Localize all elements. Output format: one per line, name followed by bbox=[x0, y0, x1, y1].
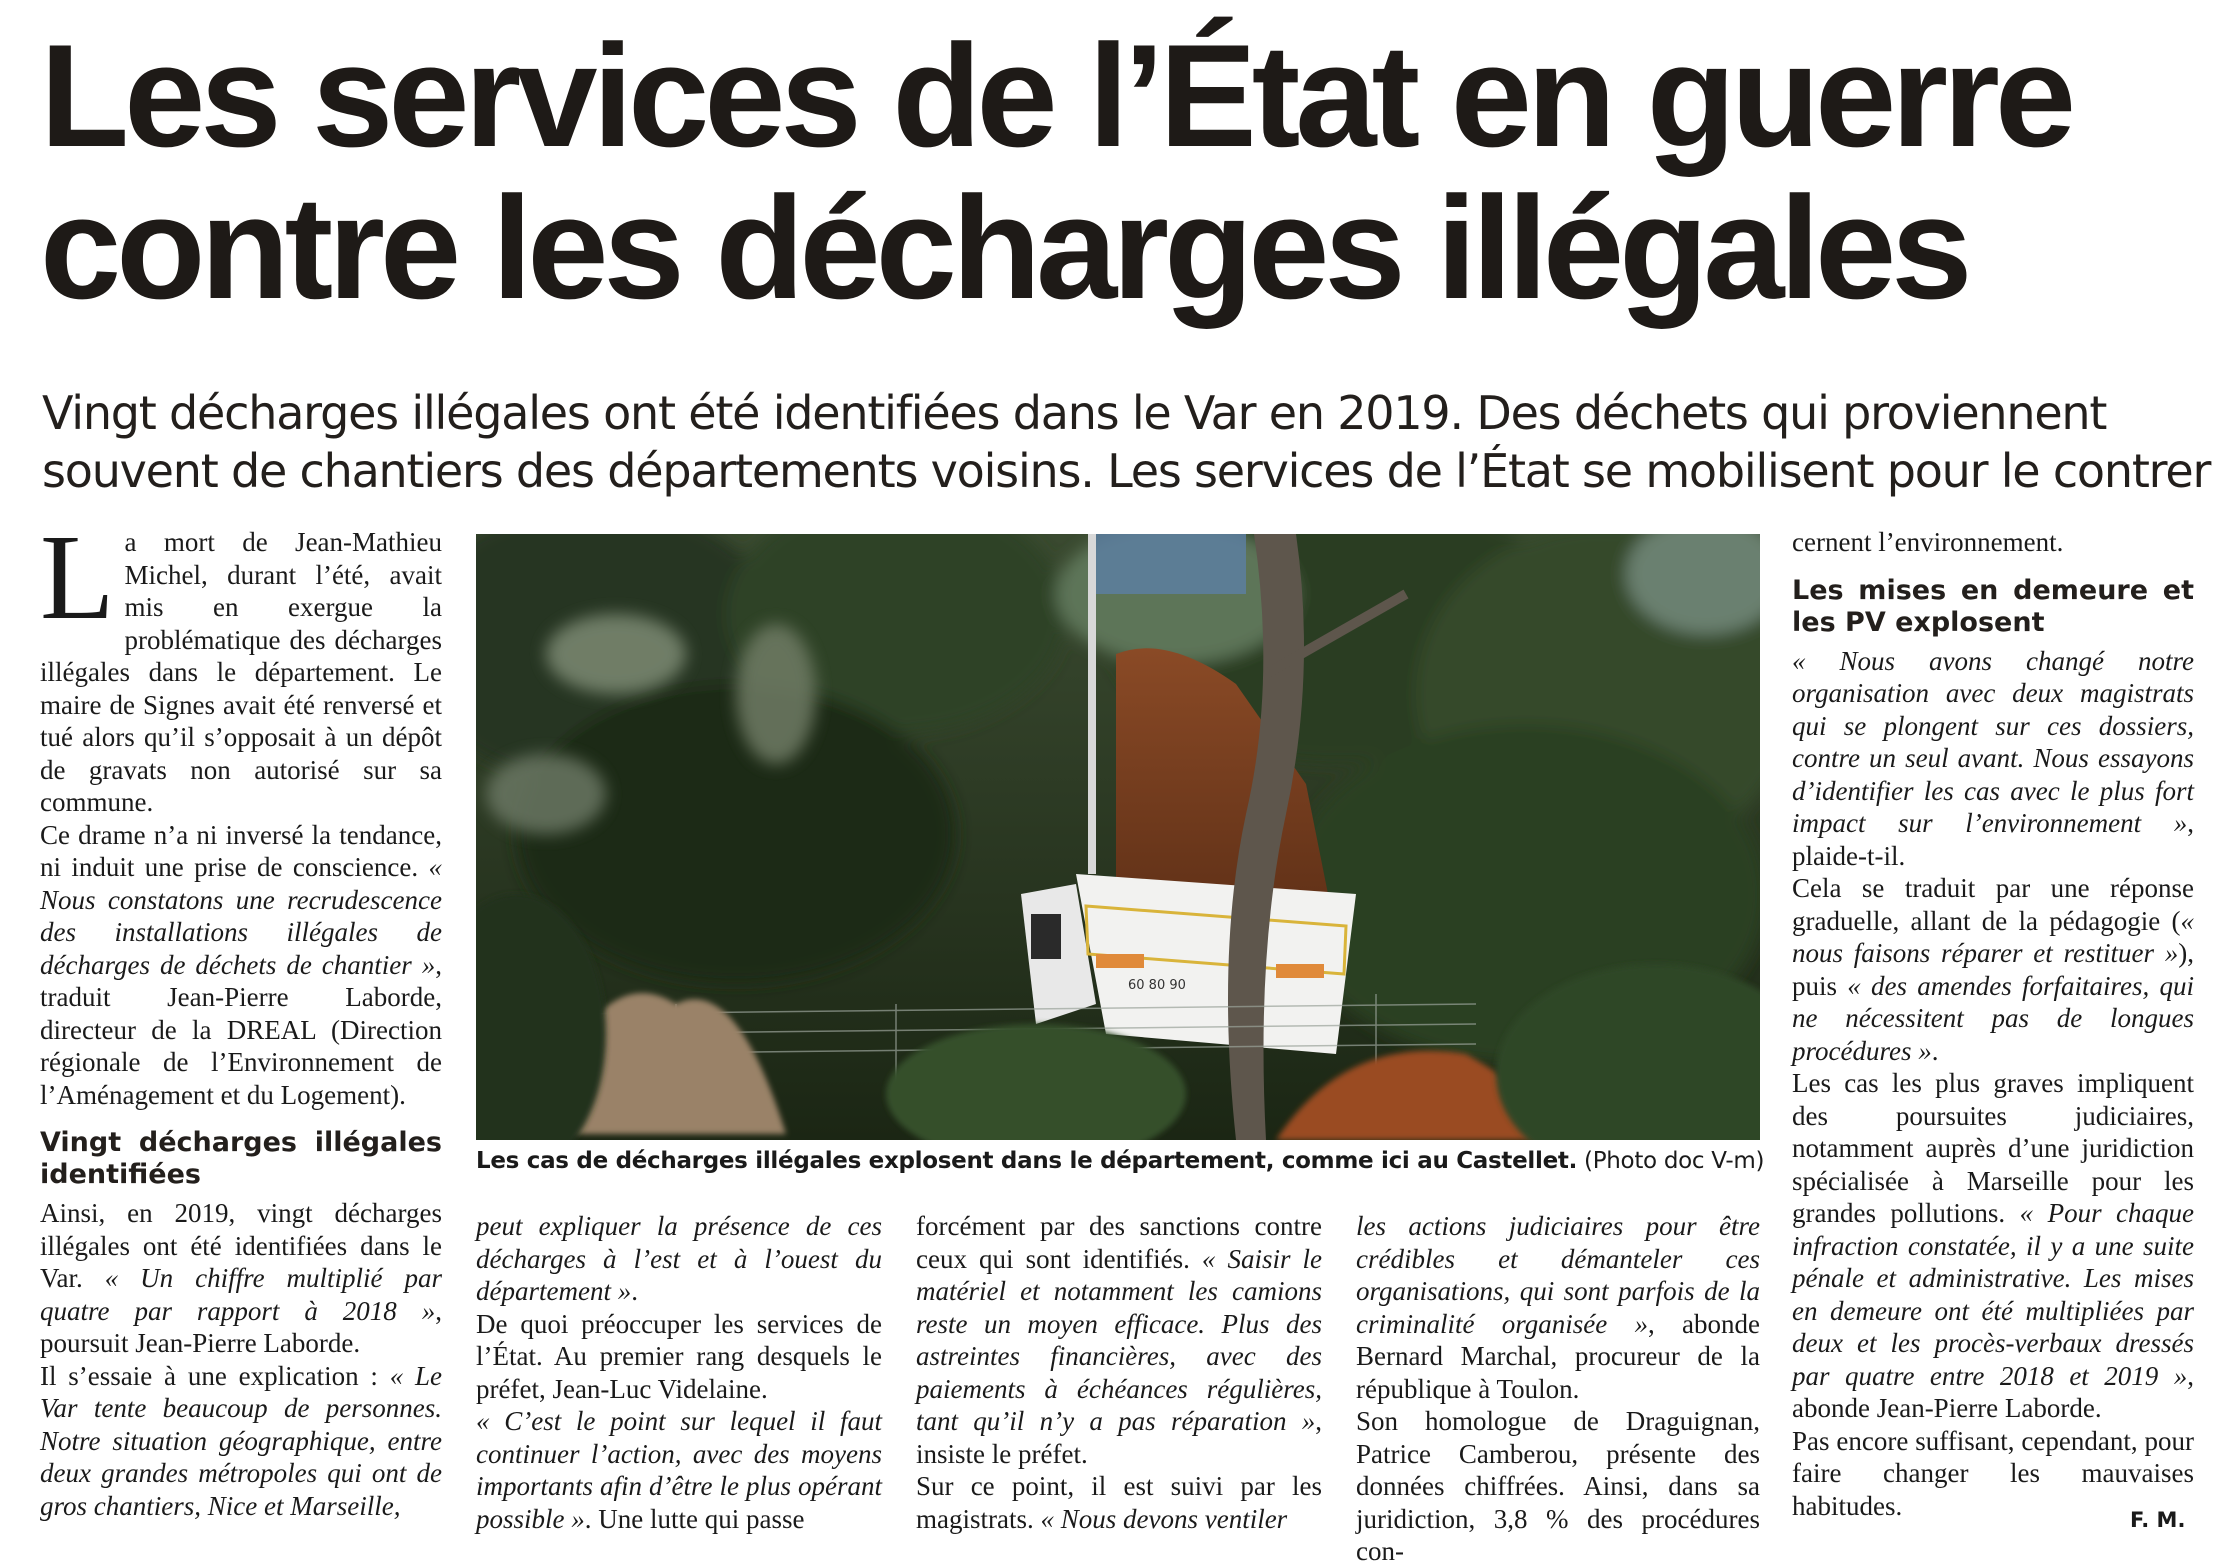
quote-text: « Nous devons ventiler bbox=[1040, 1503, 1288, 1534]
paragraph-text: , plaide-t-il. bbox=[1792, 808, 2194, 871]
standfirst-line-1: Vingt décharges illégales ont été identifiées dans le Var en 2019. Des déchets qui proviennent bbox=[42, 386, 2107, 440]
paragraph-text: Ce drame n’a ni inversé la tendance, ni induit une prise de conscience. bbox=[40, 819, 442, 882]
paragraph-text: Les cas les plus graves impliquent des poursuites judiciaires, notamment auprès d’une juridiction spécialisée à Marseille pour les grandes pollutions. bbox=[1792, 1068, 2194, 1228]
paragraph-text: a mort de Jean-Mathieu Michel, durant l’été, avait mis en exergue la problématique des décharges illégales dans le département. Le maire de Signes avait été renversé et tué alors qu’il s’opposait à un dépôt de gravats non autorisé sur sa commune. bbox=[40, 527, 442, 817]
quote-text: « Le Var tente beaucoup de personnes. Notre situation géographique, entre deux grandes métropoles qui ont de gros chantiers, Nice et Marseille, bbox=[40, 1360, 443, 1521]
quote-text: « nous faisons réparer et restituer » bbox=[1792, 905, 2194, 968]
paragraph-text: forcément par des sanctions contre ceux qui sont identifiés. bbox=[916, 1211, 1322, 1274]
paragraph bbox=[40, 1360, 442, 1523]
headline-line-2: contre les décharges illégales bbox=[40, 166, 1968, 329]
paragraph bbox=[40, 510, 442, 819]
subheading: Vingt décharges illégales identifiées bbox=[40, 1127, 442, 1190]
quote-text: « Saisir le matériel et notamment les camions reste un moyen efficace. Plus des astreintes financières, avec des paiements à échéances régulières, tant qu’il n’y a pas réparation » bbox=[916, 1243, 1322, 1436]
standfirst bbox=[42, 384, 2211, 500]
paragraph-text: . Une lutte qui passe bbox=[584, 1503, 805, 1534]
article-column-5 bbox=[1792, 526, 2194, 1522]
quote-text: « Nous avons changé notre organisation avec deux magistrats qui se plongent sur ces dossiers, contre un seul avant. Nous essayons d’identifier les cas avec le plus fort impact sur l’environnement » bbox=[1792, 645, 2194, 838]
paragraph-text: , insiste le préfet. bbox=[916, 1406, 1322, 1469]
paragraph bbox=[1792, 872, 2194, 1067]
quote-text: peut expliquer la présence de ces décharges à l’est et à l’ouest du département » bbox=[476, 1211, 882, 1306]
paragraph-text: Il s’essaie à une explication : bbox=[40, 1360, 390, 1391]
quote-text: les actions judiciaires pour être crédibles et démanteler ces organisations, qui sont parfois de la criminalité organisée » bbox=[1356, 1211, 1760, 1339]
photo-caption bbox=[476, 1146, 1766, 1176]
quote-text: « Nous constatons une recrudescence des installations illégales de décharges de déchets de chantier » bbox=[40, 852, 442, 980]
quote-text: « C’est le point sur lequel il faut continuer l’action, avec des moyens importants afin d’être le plus opérant possible » bbox=[476, 1406, 882, 1534]
subheading: Les mises en demeure et les PV explosent bbox=[1792, 574, 2194, 638]
quote-text: « Un chiffre multiplié par quatre par rapport à 2018 » bbox=[40, 1263, 442, 1326]
photo-credit: (Photo doc V-m) bbox=[1584, 1148, 1765, 1174]
paragraph-text: , abonde Bernard Marchal, procureur de la république à Toulon. bbox=[1356, 1308, 1761, 1404]
drop-cap: L bbox=[40, 510, 115, 645]
article-column-1 bbox=[40, 510, 443, 1522]
paragraph-text: Ainsi, en 2019, vingt décharges illégales ont été identifiées dans le Var. bbox=[40, 1198, 442, 1293]
headline bbox=[40, 14, 2200, 329]
article-photo bbox=[476, 534, 1760, 1140]
paragraph-text: Cela se traduit par une réponse graduelle, allant de la pédagogie ( bbox=[1792, 873, 2194, 936]
paragraph-text: ), puis bbox=[1792, 938, 2194, 1001]
paragraph: De quoi préoccuper les services de l’État. Au premier rang desquels le préfet, Jean-Luc Videlaine. bbox=[476, 1308, 882, 1404]
paragraph: Son homologue de Draguignan, Patrice Camberou, présente des données chiffrées. Ainsi, dans sa juridiction, 3,8 % des procédures con- bbox=[1356, 1406, 1760, 1566]
article-column-3 bbox=[916, 1210, 1322, 1535]
article-column-4 bbox=[1356, 1210, 1760, 1568]
paragraph bbox=[476, 1405, 882, 1535]
paragraph-text: , traduit Jean-Pierre Laborde, directeur de la DREAL (Direction régionale de l’Environnement de l’Aménagement et du Logement). bbox=[40, 949, 442, 1110]
paragraph bbox=[40, 819, 442, 1112]
paragraph-text: , poursuit Jean-Pierre Laborde. bbox=[40, 1295, 442, 1358]
standfirst-line-2: souvent de chantiers des départements voisins. Les services de l’État se mobilisent pour le contrer bbox=[42, 444, 2211, 498]
truck-plate: 60 80 90 bbox=[1128, 978, 1186, 993]
paragraph bbox=[40, 1197, 442, 1360]
paragraph: cernent l’environnement. bbox=[1792, 527, 2064, 557]
caption-text: Les cas de décharges illégales explosent dans le département, comme ici au Castellet. bbox=[476, 1148, 1578, 1174]
paragraph bbox=[476, 1210, 882, 1308]
quote-text: « des amendes forfaitaires, qui ne nécessitent pas de longues procédures » bbox=[1792, 970, 2194, 1066]
quote-text: « Pour chaque infraction constatée, il y a une suite pénale et administrative. Les mises en demeure ont été multipliées par deux et les procès-verbaux dressés par quatre entre 2018 et 2019 » bbox=[1792, 1198, 2195, 1391]
paragraph bbox=[916, 1210, 1322, 1470]
paragraph bbox=[1356, 1210, 1760, 1405]
paragraph-text: . bbox=[1931, 1035, 1939, 1066]
author-signature: F. M. bbox=[2130, 1508, 2186, 1532]
article-column-2 bbox=[476, 1210, 882, 1535]
photo-image bbox=[476, 534, 1760, 1140]
paragraph bbox=[1792, 645, 2194, 873]
paragraph bbox=[916, 1470, 1322, 1535]
paragraph bbox=[1792, 1067, 2194, 1425]
paragraph: Pas encore suffisant, cependant, pour faire changer les mauvaises habitudes. bbox=[1792, 1425, 2194, 1521]
paragraph-text: Sur ce point, il est suivi par les magistrats. bbox=[916, 1471, 1322, 1534]
headline-line-1: Les services de l’État en guerre bbox=[40, 14, 2072, 177]
paragraph-text: . bbox=[631, 1276, 638, 1306]
paragraph-text: , abonde Jean-Pierre Laborde. bbox=[1792, 1360, 2194, 1423]
